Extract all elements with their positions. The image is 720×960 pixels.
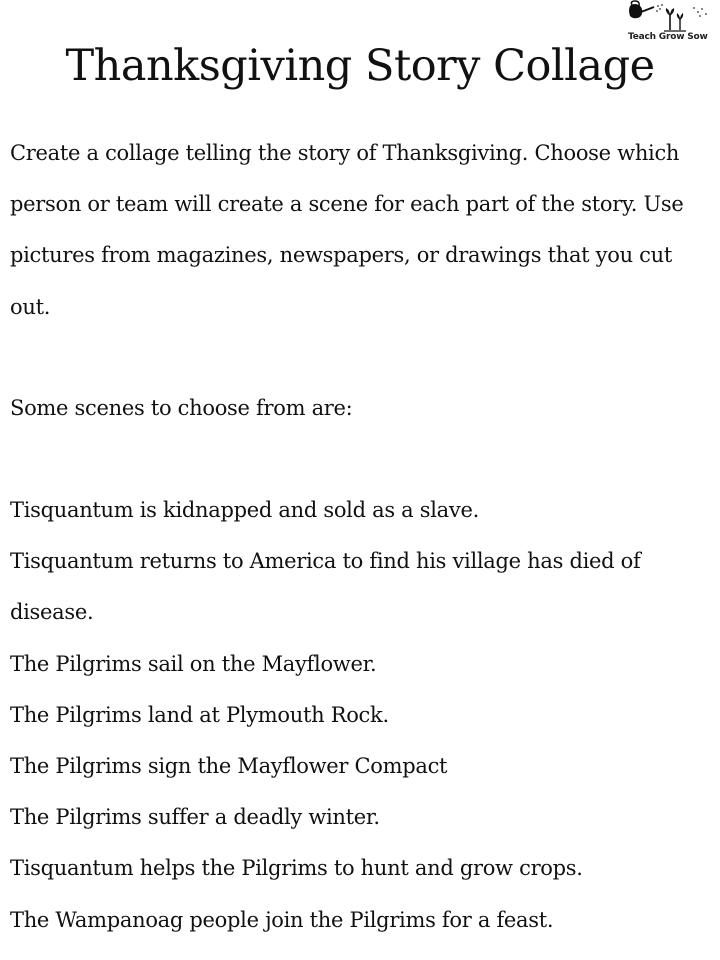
scene-item: Tisquantum helps the Pilgrims to hunt and grow crops. [10, 856, 583, 881]
page-title: Thanksgiving Story Collage [65, 41, 655, 91]
scene-item: The Pilgrims sign the Mayflower Compact [10, 754, 448, 779]
scene-item: The Pilgrims suffer a deadly winter. [10, 805, 380, 830]
intro-paragraph: Create a collage telling the story of Thanksgiving. Choose which person or team will create a scene for each part of the story. Use pictures from magazines, newspapers, or drawings that you cut out. [10, 141, 684, 319]
logo-text: Teach Grow Sow [628, 32, 708, 42]
scene-item: The Pilgrims sail on the Mayflower. [10, 651, 377, 676]
scene-item: Tisquantum is kidnapped and sold as a slave. [10, 498, 479, 522]
scene-item: The Wampanoag people join the Pilgrims for a feast. [10, 907, 554, 932]
watering-can-sprout-icon [624, 0, 714, 34]
scene-item: The Pilgrims land at Plymouth Rock. [10, 702, 389, 727]
scene-item: Tisquantum returns to America to find his village has died of disease. [10, 549, 641, 625]
scenes-heading: Some scenes to choose from are: [10, 396, 353, 420]
scene-list [10, 485, 700, 946]
